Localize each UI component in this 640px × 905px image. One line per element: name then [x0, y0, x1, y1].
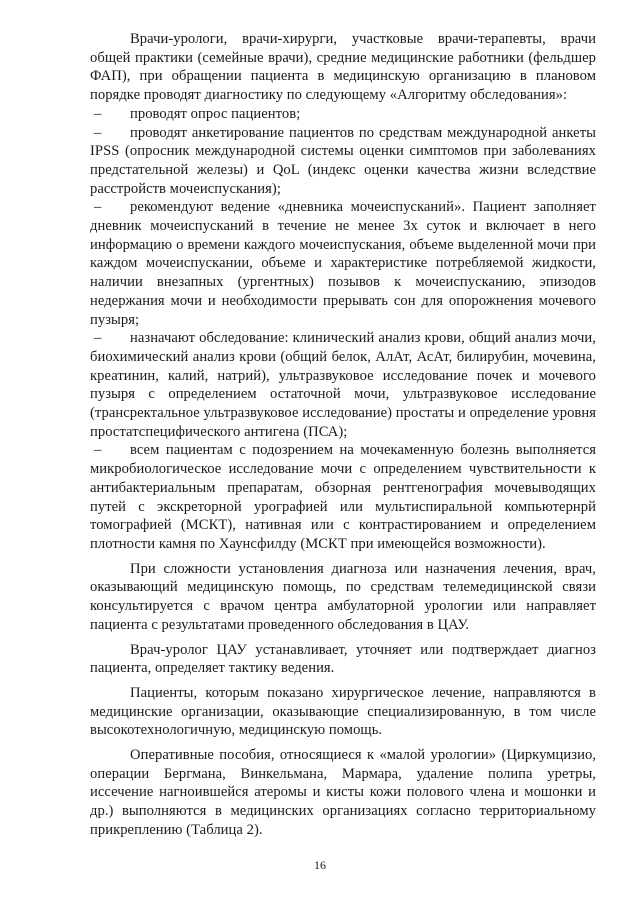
paragraph-consultation: При сложности установления диагноза или назначения лечения, врач, оказывающий медицинскую помощь, по средствам телемедицинской связи консультируется с врачом центра амбулаторной урологии или направляет пациента с результатами проведенного обследования в ЦАУ.: [90, 560, 596, 633]
list-item-text: рекомендуют ведение «дневника мочеиспусканий». Пациент заполняет дневник мочеиспусканий в течение не менее 3х суток и включает в него информацию о времени каждого мочеиспускания, объеме выделенной мочи при каждом мочеиспускании, объеме и характеристике потребляемой жидкости, наличии внезапных (ургентных) позывов к мочеиспусканию, эпизодов недержания мочи и необходимости прерывать сон для опорожнения мочевого пузыря;: [90, 199, 596, 328]
dash-marker: –: [94, 105, 102, 122]
list-item-text: проводят анкетирование пациентов по средствам международной анкеты IPSS (опросник международной системы оценки симптомов при заболеваниях предстательной железы) и QoL (индекс оценки качества жизни вследствие расстройств мочеиспускания);: [90, 124, 596, 197]
paragraph-diagnosis: Врач-уролог ЦАУ устанавливает, уточняет или подтверждает диагноз пациента, определяет тактику ведения.: [90, 641, 596, 677]
list-item: [90, 329, 596, 441]
intro-paragraph: Врачи-урологи, врачи-хирурги, участковые врачи-терапевты, врачи общей практики (семейные врачи), средние медицинские работники (фельдшер ФАП), при обращении пациента в медицинскую организацию в плановом порядке проводят диагностику по следующему «Алгоритму обследования»:: [90, 31, 596, 104]
list-item: [90, 441, 596, 553]
paragraph-minor-urology: Оперативные пособия, относящиеся к «малой урологии» (Циркумцизио, операции Бергмана, Винкельмана, Мармара, удаление полипа уретры, иссечение нагноившейся атеромы и кисты кожи полового члена и мошонки и др.) выполняются в медицинских организациях согласно территориальному прикреплению (Таблица 2).: [90, 747, 596, 838]
list-item-text: всем пациентам с подозрением на мочекаменную болезнь выполняется микробиологическое исследование мочи с определением чувствительности к антибактериальным препаратам, обзорная рентгенография мочевыводящих путей с экскреторной урографией или мультиспиральной компьютернрй томографией (МСКТ), нативная или с контрастированием и определением плотности камня по Хаунсфилду (МСКТ при имеющейся возможности).: [90, 442, 596, 552]
dash-marker: –: [94, 442, 102, 459]
list-item: [90, 198, 596, 329]
list-item: [90, 124, 596, 199]
dash-marker: –: [94, 330, 102, 347]
paragraph-surgery: Пациенты, которым показано хирургическое лечение, направляются в медицинские организации, оказывающие специализированную, в том числе высокотехнологичную, медицинскую помощь.: [90, 684, 596, 739]
dash-marker: –: [94, 199, 102, 216]
page-number: 16: [314, 858, 326, 872]
list-item-text: проводят опрос пациентов;: [130, 105, 301, 122]
list-item: [90, 105, 596, 124]
list-item-text: назначают обследование: клинический анализ крови, общий анализ мочи, биохимический анализ крови (общий белок, АлАт, АсАт, билирубин, мочевина, креатинин, калий, натрий), ультразвуковое исследование почек и мочевого пузыря с определением остаточной мочи, ультразвуковое исследование (трансректальное ультразвуковое исследование) простаты и определение уровня простатспецифического антигена (ПСА);: [90, 330, 596, 440]
document-body: [90, 30, 596, 840]
dash-marker: –: [94, 124, 102, 141]
